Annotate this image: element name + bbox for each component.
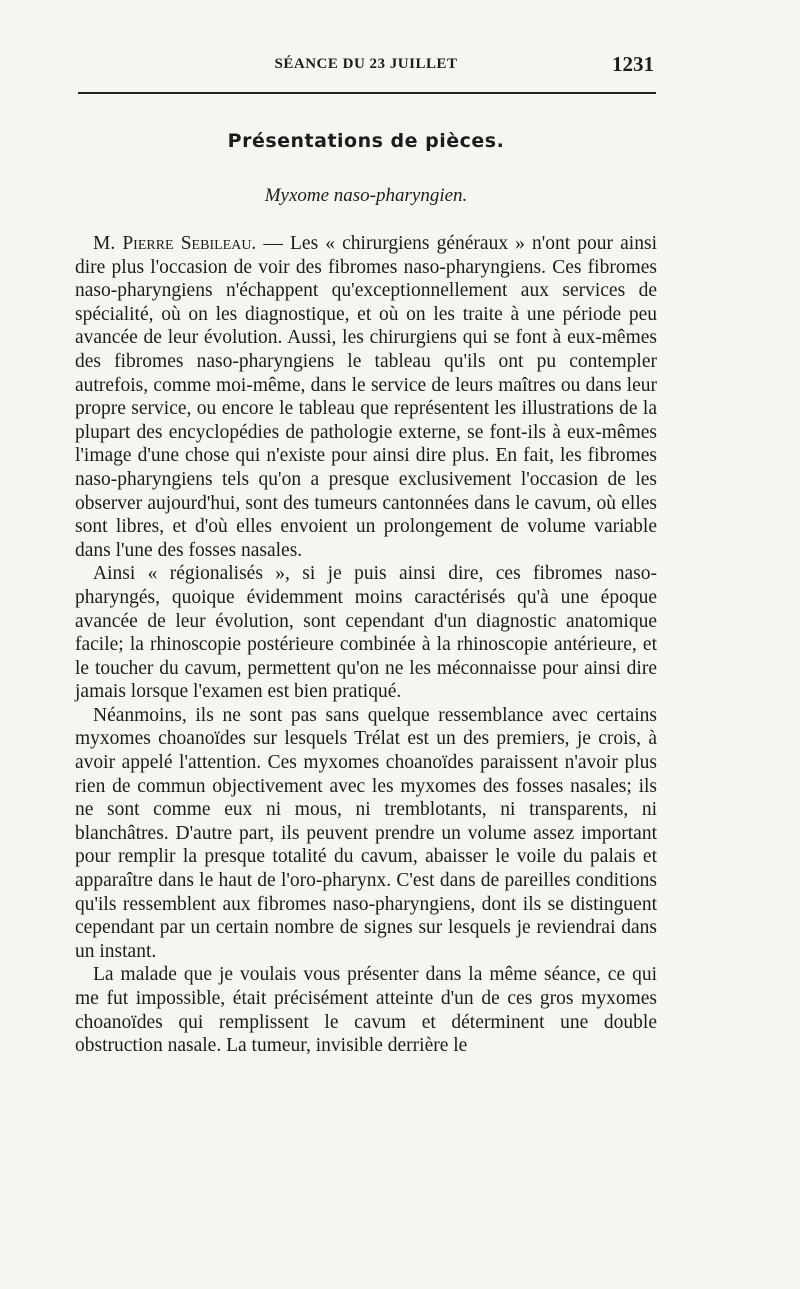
paragraph-text: — Les « chirurgiens généraux » n'ont pour ainsi dire plus l'occasion de voir des fibromes naso-pharyngiens. Ces fibromes naso-pharyngiens n'échappent qu'exceptionnellement aux services de spécialité, où on les diagnostique, et où on les traite à une période peu avancée de leur évolution. Aussi, les chirurgiens qui se font à eux-mêmes des fibromes naso-pharyngiens le tableau qu'ils ont pu contempler autrefois, comme moi-même, dans le service de leurs maîtres ou dans leur propre service, ou encore le tableau que représentent les illustrations de la plupart des encyclopédies de pathologie externe, se font-ils à eux-mêmes l'image d'une chose qui n'existe pour ainsi dire plus. En fait, les fibromes naso-pharyngiens tels qu'on a presque exclusivement l'occasion de les observer aujourd'hui, sont des tumeurs cantonnées dans le cavum, où elles sont libres, et d'où elles envoient un prolongement de volume variable dans l'une des fosses nasales. xyxy=(75,233,657,561)
running-title xyxy=(78,56,654,73)
paragraph: La malade que je voulais vous présenter dans la même séance, ce qui me fut impossible, était précisément atteinte d'un de ces gros myxomes choanoïdes qui remplissent le cavum et déterminent une double obstruction nasale. La tumeur, invisible derrière le xyxy=(75,964,657,1057)
section-subtitle: Myxome naso-pharyngien. xyxy=(264,185,468,206)
body-text xyxy=(75,232,657,1058)
running-title-month: JUILLET xyxy=(389,56,458,72)
header-rule xyxy=(78,92,656,94)
running-title-day: 23 xyxy=(369,56,386,72)
paragraph xyxy=(75,232,657,562)
running-title-prefix: SÉANCE DU xyxy=(274,56,366,72)
running-header xyxy=(78,52,654,82)
section-title: Présentations de pièces. xyxy=(227,130,505,152)
page-number: 1231 xyxy=(612,52,654,76)
speaker-name: M. Pierre Sebileau. xyxy=(93,233,257,254)
paragraph: Ainsi « régionalisés », si je puis ainsi dire, ces fibromes naso-pharyngés, quoique évidemment moins caractérisés qu'à une époque avancée de leur évolution, sont cependant d'un diagnostic anatomique facile; la rhinoscopie postérieure combinée à la rhinoscopie antérieure, et le toucher du cavum, permettent qu'on ne les méconnaisse pour ainsi dire jamais lorsque l'examen est bien pratiqué. xyxy=(75,563,657,703)
paragraph: Néanmoins, ils ne sont pas sans quelque ressemblance avec certains myxomes choanoïdes sur lesquels Trélat est un des premiers, je crois, à avoir appelé l'attention. Ces myxomes choanoïdes paraissent n'avoir plus rien de commun objectivement avec les myxomes des fosses nasales; ils ne sont comme eux ni mous, ni tremblotants, ni transparents, ni blanchâtres. D'autre part, ils peuvent prendre un volume assez important pour remplir la presque totalité du cavum, abaisser le voile du palais et apparaître dans le haut de l'oro-pharynx. C'est dans de pareilles conditions qu'ils ressemblent aux fibromes naso-pharyngiens, dont ils se distinguent cependant par un certain nombre de signes sur lesquels je reviendrai dans un instant. xyxy=(75,704,657,962)
